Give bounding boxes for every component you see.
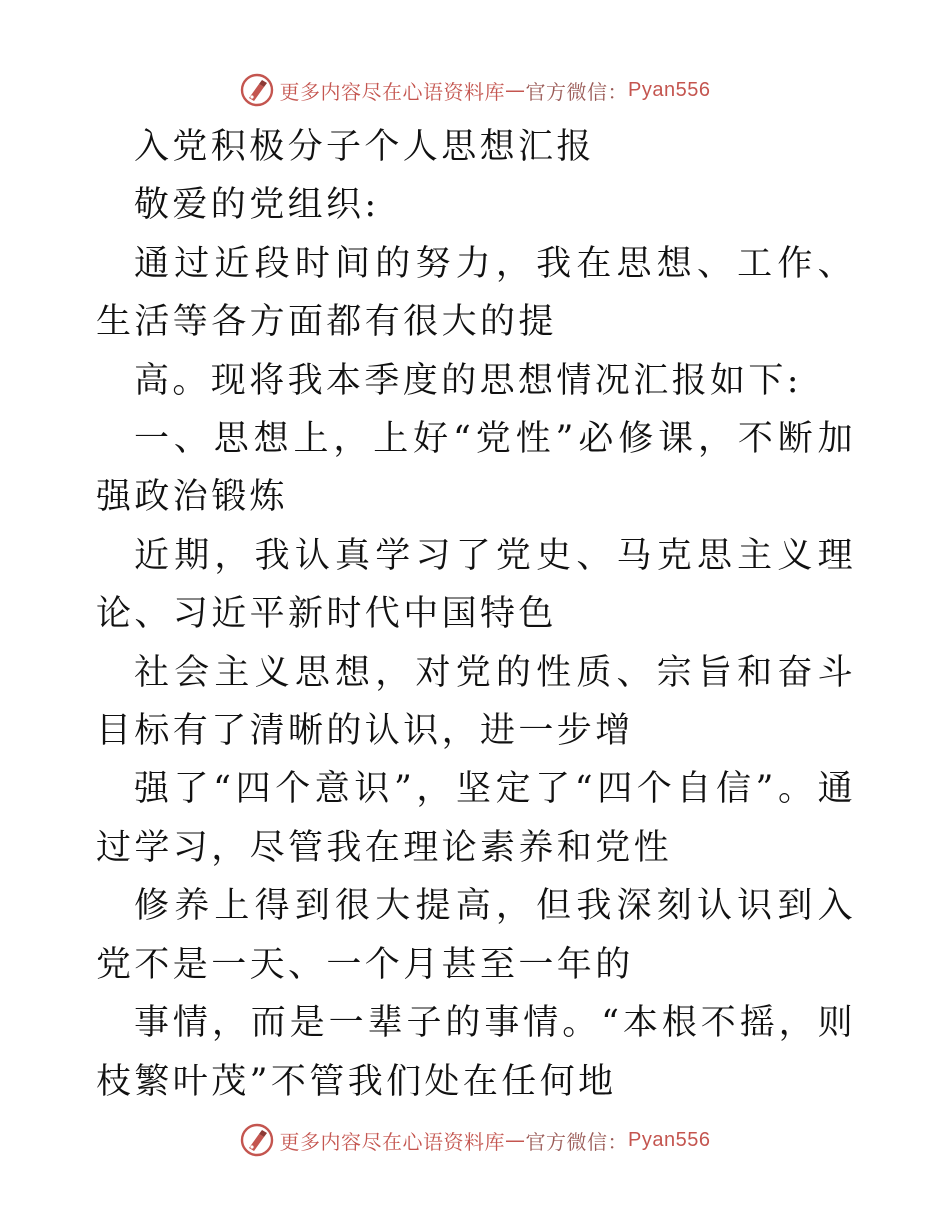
paragraph-line: 修养上得到很大提高，但我深刻认识到入党不是一天、一个月甚至一年的 <box>96 886 856 985</box>
footer-watermark-banner <box>0 1118 950 1162</box>
section-heading: 一、思想上，上好“党性”必修课，不断加强政治锻炼 <box>96 419 856 518</box>
paragraph-line: 通过近段时间的努力，我在思想、工作、生活等各方面都有很大的提 <box>96 243 856 343</box>
banner-brand-text: 更多内容尽在心语资料库 <box>279 1129 506 1154</box>
paragraph-line: 强了“四个意识”，坚定了“四个自信”。通过学习，尽管我在理论素养和党性 <box>96 769 856 868</box>
paragraph-line: 社会主义思想，对党的性质、宗旨和奋斗目标有了清晰的认识，进一步增 <box>96 652 856 752</box>
document-body <box>96 118 856 1111</box>
pen-nib-logo-icon <box>240 1123 274 1157</box>
banner-wechat-id: Pyan556 <box>628 78 711 101</box>
banner-brand-text: 更多内容尽在心语资料库 <box>279 79 506 104</box>
banner-wechat-label: 官方微信： <box>525 79 629 104</box>
paragraph-line: 事情，而是一辈子的事情。“本根不摇，则枝繁叶茂”不管我们处在任何地 <box>96 1003 856 1102</box>
banner-wechat-label: 官方微信： <box>525 1129 629 1154</box>
banner-dash: — <box>505 1128 526 1152</box>
paragraph-line: 高。现将我本季度的思想情况汇报如下: <box>134 360 802 401</box>
pen-nib-logo-icon <box>240 73 274 107</box>
banner-dash: — <box>505 78 526 102</box>
salutation: 敬爱的党组织: <box>134 185 380 226</box>
document-title: 入党积极分子个人思想汇报 <box>134 127 595 167</box>
banner-wechat-id: Pyan556 <box>628 1128 711 1151</box>
header-watermark-banner <box>0 68 950 112</box>
paragraph-line: 近期，我认真学习了党史、马克思主义理论、习近平新时代中国特色 <box>96 535 856 635</box>
